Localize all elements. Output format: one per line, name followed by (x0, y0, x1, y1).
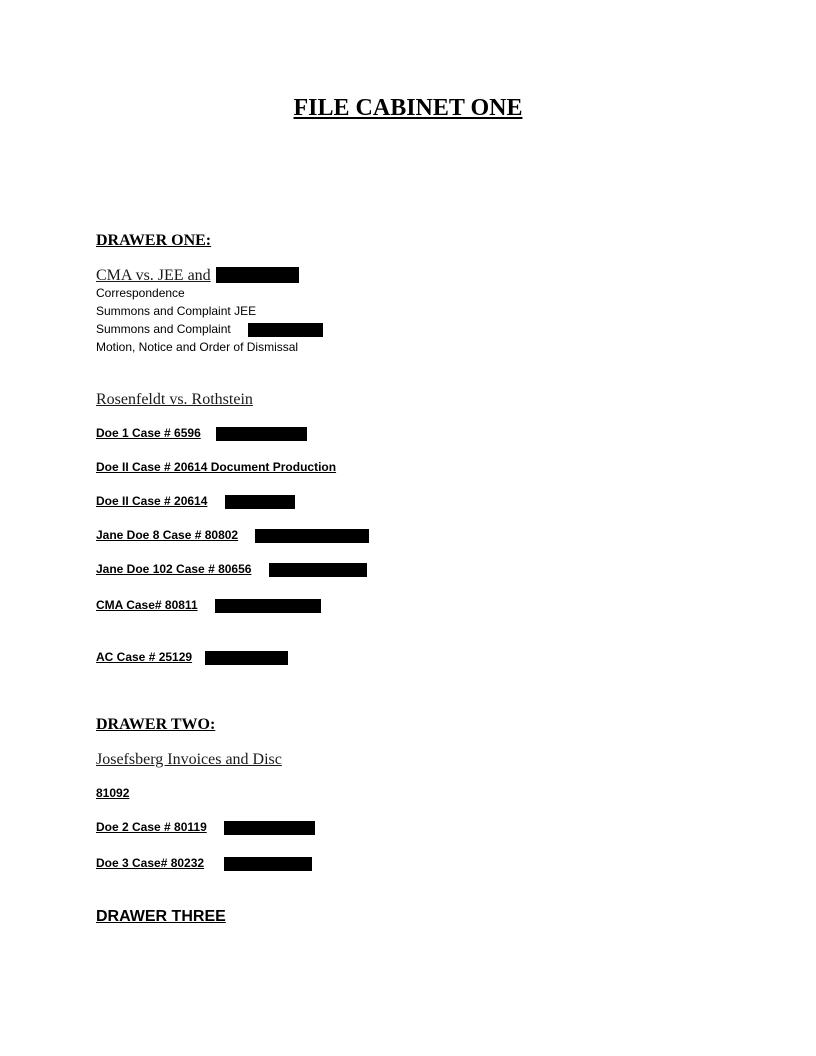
case-line: Doe 1 Case # 6596 (96, 426, 201, 440)
redaction-bar (248, 323, 323, 337)
case-line: Doe 2 Case # 80119 (96, 820, 207, 834)
folder-josefsberg-invoices: Josefsberg Invoices and Disc (96, 751, 282, 768)
drawer-one-heading: DRAWER ONE: (96, 232, 212, 249)
redaction-bar (269, 563, 367, 577)
redaction-bar (216, 427, 307, 441)
redaction-bar (215, 599, 321, 613)
redaction-bar (255, 529, 369, 543)
case-line: CMA Case# 80811 (96, 598, 198, 612)
redaction-bar (225, 495, 295, 509)
redaction-bar (224, 857, 312, 871)
folder-rosenfeldt-vs-rothstein: Rosenfeldt vs. Rothstein (96, 391, 253, 408)
list-item: Correspondence (96, 286, 185, 300)
case-line: 81092 (96, 786, 130, 800)
redaction-bar (216, 267, 299, 283)
case-line: Jane Doe 8 Case # 80802 (96, 528, 239, 542)
list-item: Summons and Complaint JEE (96, 304, 257, 318)
list-item: Summons and Complaint (96, 322, 231, 336)
case-line: AC Case # 25129 (96, 650, 193, 664)
page-title: FILE CABINET ONE (293, 95, 523, 121)
redaction-bar (224, 821, 315, 835)
case-line: Jane Doe 102 Case # 80656 (96, 562, 252, 576)
list-item: Motion, Notice and Order of Dismissal (96, 340, 299, 354)
folder-cma-vs-jee: CMA vs. JEE and (96, 267, 211, 284)
drawer-three-heading: DRAWER THREE (96, 908, 226, 925)
drawer-two-heading: DRAWER TWO: (96, 716, 216, 733)
case-line: Doe II Case # 20614 Document Production (96, 460, 337, 474)
redaction-bar (205, 651, 288, 665)
case-line: Doe II Case # 20614 (96, 494, 208, 508)
case-line: Doe 3 Case# 80232 (96, 856, 205, 870)
